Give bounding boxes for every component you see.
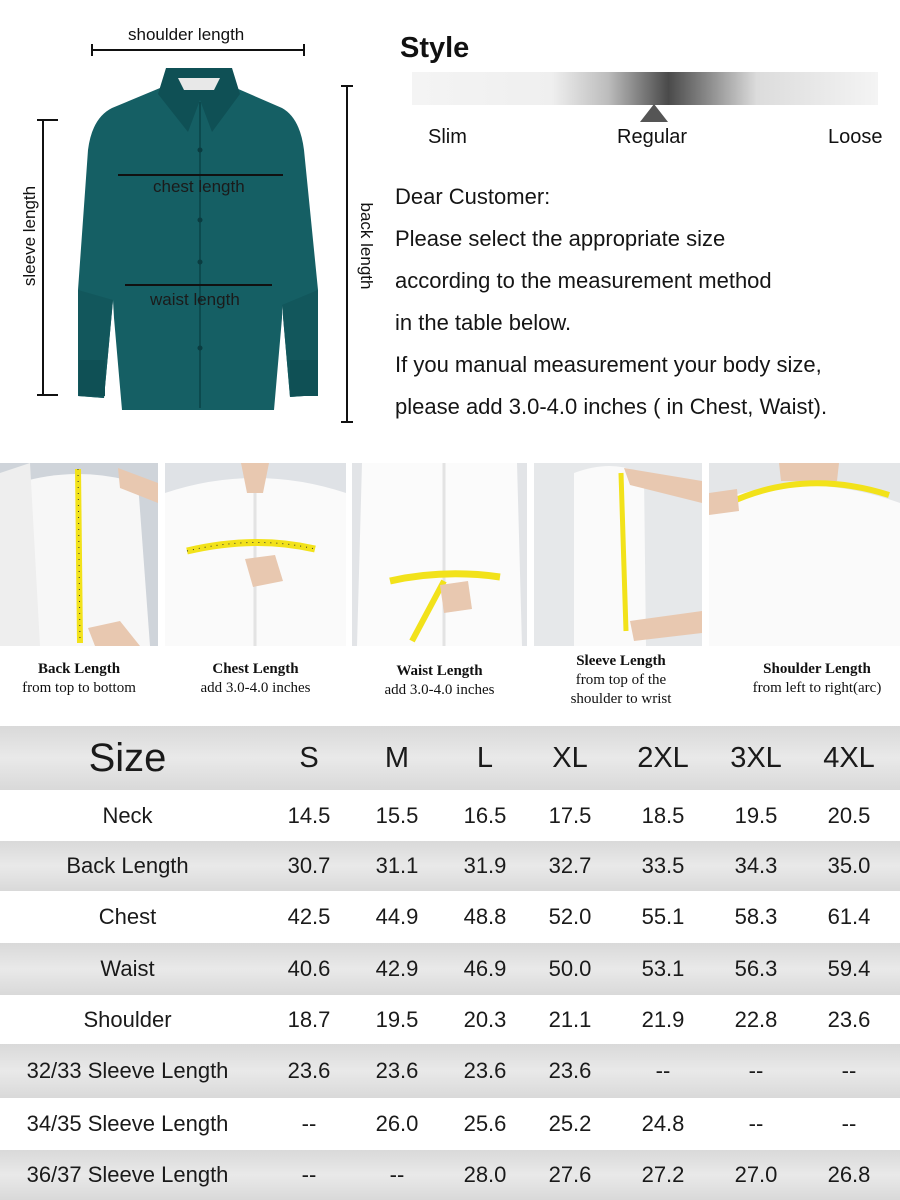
waist-length-photo (352, 463, 527, 646)
measurement-value: 23.6 (287, 1058, 331, 1083)
fit-marker-triangle-icon (640, 104, 668, 122)
size-column-header: 4XL (823, 741, 875, 774)
waist-length-caption (352, 662, 527, 700)
chest-length-label: chest length (153, 177, 245, 196)
style-option-loose: Loose (828, 126, 883, 148)
measurement-value: 27.0 (734, 1162, 778, 1187)
measurement-value: 21.9 (641, 1006, 685, 1032)
caption-subtitle-2: shoulder to wrist (570, 691, 672, 707)
notice-line: according to the measurement method (395, 268, 772, 293)
size-header-label: Size (88, 735, 167, 780)
measurement-value: 53.1 (641, 956, 685, 981)
measurement-label: 36/37 Sleeve Length (26, 1162, 229, 1187)
measurement-label: 32/33 Sleeve Length (26, 1058, 229, 1083)
caption-title: Shoulder Length (763, 661, 871, 677)
caption-subtitle: add 3.0-4.0 inches (384, 682, 495, 698)
measurement-label: Neck (102, 803, 153, 828)
measurement-value: 23.6 (463, 1058, 507, 1083)
shoulder-length-caption (732, 660, 900, 698)
measurement-label: Shoulder (83, 1006, 172, 1032)
measurement-value: 42.9 (375, 956, 419, 981)
shirt-diagram (0, 0, 390, 440)
table-row (0, 791, 900, 841)
measurement-value: -- (389, 1162, 405, 1187)
measurement-value: 25.2 (548, 1111, 592, 1136)
measurement-value: -- (301, 1111, 317, 1136)
measurement-value: 17.5 (548, 803, 592, 828)
measurement-label: Back Length (66, 853, 189, 878)
measurement-value: 42.5 (287, 904, 331, 929)
measurement-value: 18.5 (641, 803, 685, 828)
measurement-value: -- (841, 1058, 857, 1083)
measurement-value: 30.7 (287, 853, 331, 878)
measurement-value: 26.0 (375, 1111, 419, 1136)
table-row (0, 995, 900, 1044)
style-title: Style (400, 32, 470, 64)
measurement-value: -- (748, 1058, 764, 1083)
measurement-value: 20.3 (463, 1006, 507, 1032)
notice-line: in the table below. (395, 310, 572, 335)
measurement-value: 21.1 (548, 1006, 592, 1032)
measurement-value: 31.9 (463, 853, 507, 878)
caption-title: Waist Length (396, 663, 483, 679)
measurement-label: Chest (98, 904, 157, 929)
measurement-value: 14.5 (287, 803, 331, 828)
size-column-header: S (299, 741, 319, 774)
sleeve-length-label: sleeve length (20, 185, 39, 287)
measurement-value: 44.9 (375, 904, 419, 929)
measurement-value: 16.5 (463, 803, 507, 828)
measurement-value: 52.0 (548, 904, 592, 929)
measurement-label: Waist (100, 956, 155, 981)
caption-title: Chest Length (212, 661, 299, 677)
measurement-value: 19.5 (734, 803, 778, 828)
style-option-slim: Slim (428, 126, 467, 148)
notice-line: Dear Customer: (395, 184, 551, 209)
caption-title: Sleeve Length (576, 653, 666, 669)
measurement-value: 31.1 (375, 853, 419, 878)
sleeve-length-photo (534, 463, 702, 646)
measurement-value: 50.0 (548, 956, 592, 981)
measurement-value: 58.3 (734, 904, 778, 929)
measurement-value: 48.8 (463, 904, 507, 929)
measurement-value: 19.5 (375, 1006, 419, 1032)
notice-line: Please select the appropriate size (395, 226, 726, 251)
table-row (0, 1044, 900, 1098)
table-row (0, 891, 900, 943)
table-row (0, 1098, 900, 1150)
shoulder-length-photo (709, 463, 900, 646)
measurement-value: 24.8 (641, 1111, 685, 1136)
measurement-label: 34/35 Sleeve Length (26, 1111, 229, 1136)
style-option-regular: Regular (617, 126, 688, 148)
customer-notice (395, 176, 900, 428)
measurement-value: 56.3 (734, 956, 778, 981)
measurement-value: 25.6 (463, 1111, 507, 1136)
measurement-value: -- (841, 1111, 857, 1136)
table-row (0, 1150, 900, 1200)
measurement-value: -- (301, 1162, 317, 1187)
measurement-value: 33.5 (641, 853, 685, 878)
measurement-value: 27.6 (548, 1162, 592, 1187)
size-column-header: 3XL (730, 741, 782, 774)
measurement-value: 23.6 (375, 1058, 419, 1083)
notice-line: please add 3.0-4.0 inches ( in Chest, Waist). (395, 394, 828, 419)
measurement-value: 18.7 (287, 1006, 331, 1032)
caption-subtitle: add 3.0-4.0 inches (200, 680, 311, 696)
sleeve-length-caption (534, 652, 708, 709)
size-column-header: XL (552, 741, 588, 774)
caption-title: Back Length (37, 661, 121, 677)
measurement-value: 61.4 (827, 904, 871, 929)
waist-length-label: waist length (150, 290, 240, 309)
measurement-value: 34.3 (734, 853, 778, 878)
notice-line: If you manual measurement your body size, (395, 352, 822, 377)
caption-subtitle: from top of the (575, 672, 667, 688)
measurement-value: 55.1 (641, 904, 685, 929)
table-row (0, 841, 900, 891)
caption-subtitle: from top to bottom (22, 680, 136, 696)
measurement-value: 26.8 (827, 1162, 871, 1187)
measurement-value: 28.0 (463, 1162, 507, 1187)
chest-length-caption (165, 660, 346, 698)
measurement-value: 46.9 (463, 956, 507, 981)
caption-subtitle: from left to right(arc) (752, 680, 882, 696)
measurement-value: 23.6 (548, 1058, 592, 1083)
chest-length-photo (165, 463, 346, 646)
table-row (0, 943, 900, 995)
back-length-photo (0, 463, 158, 646)
size-column-header: 2XL (637, 741, 689, 774)
measurement-value: 22.8 (734, 1006, 778, 1032)
size-column-header: L (476, 741, 494, 774)
measurement-value: 15.5 (375, 803, 419, 828)
measurement-value: 59.4 (827, 956, 871, 981)
measurement-value: 23.6 (827, 1006, 871, 1032)
measurement-value: -- (655, 1058, 671, 1083)
measurement-value: 32.7 (548, 853, 592, 878)
fit-gradient-bar (412, 72, 878, 105)
measurement-value: 40.6 (287, 956, 331, 981)
shoulder-length-label: shoulder length (128, 25, 245, 44)
measurement-value: -- (748, 1111, 764, 1136)
back-length-caption (0, 660, 158, 698)
table-header-row (0, 726, 900, 790)
measurement-value: 35.0 (827, 853, 871, 878)
back-length-label: back length (357, 202, 376, 290)
size-column-header: M (384, 741, 410, 774)
shirt-illustration (78, 68, 318, 410)
measurement-value: 20.5 (827, 803, 871, 828)
measurement-value: 27.2 (641, 1162, 685, 1187)
